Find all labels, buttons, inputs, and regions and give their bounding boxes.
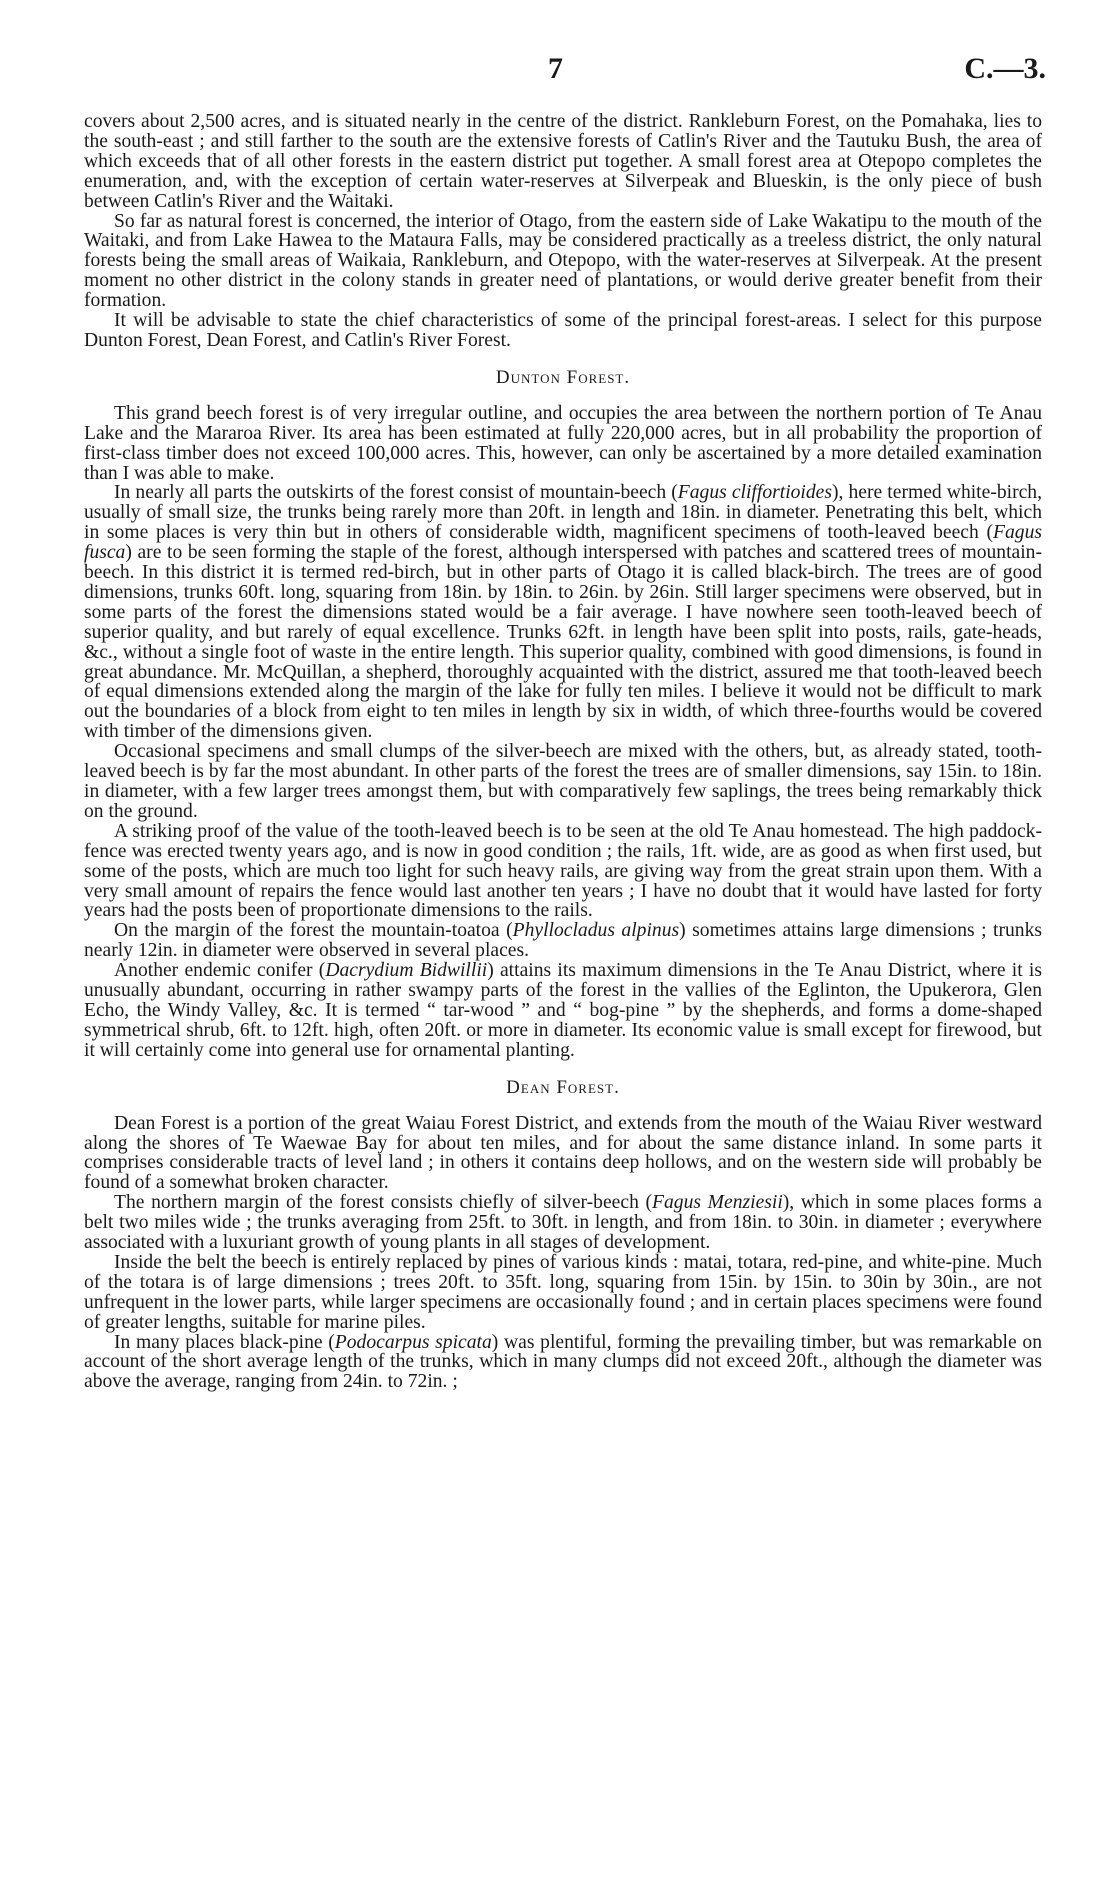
paragraph: Occasional specimens and small clumps of the silver-beech are mixed with the others, but, as already stated, tooth-leaved beech is by far the most abundant. In other parts of the forest the trees are of smaller dimensions, say 15in. to 18in. in diameter, with a few larger trees amongst them, but with comparatively few saplings, the trees being remarkably thick on the ground. bbox=[84, 741, 1042, 822]
paragraph: In many places black-pine (Podocarpus spicata) was plentiful, forming the prevailing timber, but was remarkable on account of the short average length of the trunks, which in many clumps did not exceed 20ft., although the diameter was above the average, ranging from 24in. to 72in. ; bbox=[84, 1331, 1042, 1393]
body-text bbox=[84, 112, 1042, 1392]
paragraph: The northern margin of the forest consists chiefly of silver-beech (Fagus Menziesii), which in some places forms a belt two miles wide ; the trunks averaging from 25ft. to 30ft. in length, and from 18in. to 30in. in diameter ; everywhere associated with a luxuriant growth of young plants in all stages of development. bbox=[84, 1192, 1042, 1254]
paragraph: covers about 2,500 acres, and is situated nearly in the centre of the district. Rankleburn Forest, on the Pomahaka, lies to the south-east ; and still farther to the south are the extensive forests of Catlin's River and the Tautuku Bush, the area of which exceeds that of all other forests in the eastern district put together. A small forest area at Otepopo completes the enumeration, and, with the exception of certain water-reserves at Silverpeak and Blueskin, is the only piece of bush between Catlin's River and the Waitaki. bbox=[84, 111, 1042, 212]
paragraph: It will be advisable to state the chief characteristics of some of the principal forest-areas. I select for this purpose Dunton Forest, Dean Forest, and Catlin's River Forest. bbox=[84, 310, 1042, 351]
paragraph: Another endemic conifer (Dacrydium Bidwillii) attains its maximum dimensions in the Te Anau District, where it is unusually abundant, occurring in rather swampy parts of the forest in the vallies of the Eglinton, the Upukerora, Glen Echo, the Windy Valley, &c. It is termed “ tar-wood ” and “ bog-pine ” by the shepherds, and forms a dome-shaped symmetrical shrub, 6ft. to 12ft. high, often 20ft. or more in diameter. Its economic value is small except for firewood, but it will certainly come into general use for ornamental planting. bbox=[84, 960, 1042, 1061]
section-heading-dean-forest: Dean Forest. bbox=[506, 1076, 620, 1098]
page-number: 7 bbox=[548, 52, 563, 85]
document-reference: C.—3. bbox=[964, 52, 1046, 85]
paragraph: This grand beech forest is of very irregular outline, and occupies the area between the northern portion of Te Anau Lake and the Mararoa River. Its area has been estimated at fully 220,000 acres, but in all probability the proportion of first-class timber does not exceed 100,000 acres. This, however, can only be ascertained by a more detailed examination than I was able to make. bbox=[84, 402, 1042, 484]
paragraph: A striking proof of the value of the tooth-leaved beech is to be seen at the old Te Anau homestead. The high paddock-fence was erected twenty years ago, and is now in good condition ; the rails, 1ft. wide, are as good as when first used, but some of the posts, which are much too light for such heavy rails, are giving way from the great strain upon them. With a very small amount of repairs the fence would last another ten years ; I have no doubt that it would have lasted for forty years had the posts been of proportionate dimensions to the rails. bbox=[84, 820, 1042, 922]
paragraph: In nearly all parts the outskirts of the forest consist of mountain-beech (Fagus cliffortioides), here termed white-birch, usually of small size, the trunks being rarely more than 20ft. in length and 18in. in diameter. Penetrating this belt, which in some places is very thin but in others of considerable width, magnificent specimens of tooth-leaved beech (Fagus fusca) are to be seen forming the staple of the forest, although interspersed with patches and scattered trees of mountain-beech. In this district it is termed red-birch, but in other parts of Otago it is called black-birch. The trees are of good dimensions, trunks 60ft. long, squaring from 18in. by 18in. to 26in. by 26in. Still larger specimens were observed, but in some parts of the forest the dimensions stated would be a fair average. I have nowhere seen tooth-leaved beech of superior quality, and but rarely of equal excellence. Trunks 62ft. in length have been split into posts, rails, gate-heads, &c., without a single foot of waste in the entire length. This superior quality, combined with good dimensions, is found in great abundance. Mr. McQuillan, a shepherd, thoroughly acquainted with the district, assured me that tooth-leaved beech of equal dimensions extended along the margin of the lake for fully ten miles. I believe it would not be difficult to mark out the boundaries of a block from eight to ten miles in length by six in width, of which three-fourths would be covered with timber of the dimensions given. bbox=[84, 482, 1043, 743]
paragraph: Dean Forest is a portion of the great Waiau Forest District, and extends from the mouth of the Waiau River westward along the shores of Te Waewae Bay for about ten miles, and for about the same distance inland. In some parts it comprises considerable tracts of level land ; in others it contains deep hollows, and on the western side will probably be found of a somewhat broken character. bbox=[84, 1112, 1042, 1194]
paragraph: On the margin of the forest the mountain-toatoa (Phyllocladus alpinus) sometimes attains large dimensions ; trunks nearly 12in. in diameter were observed in several places. bbox=[84, 920, 1043, 962]
section-heading-dunton-forest: Dunton Forest. bbox=[495, 366, 631, 388]
paragraph: So far as natural forest is concerned, the interior of Otago, from the eastern side of Lake Wakatipu to the mouth of the Waitaki, and from Lake Hawea to the Mataura Falls, may be considered practically as a treeless district, the only natural forests being the small areas of Waikaia, Rankleburn, and Otepopo, with the water-reserves at Silverpeak. At the present moment no other district in the colony stands in greater need of plantations, or would derive greater benefit from their formation. bbox=[84, 210, 1042, 312]
paragraph: Inside the belt the beech is entirely replaced by pines of various kinds : matai, totara, red-pine, and white-pine. Much of the totara is of large dimensions ; trees 20ft. to 35ft. long, squaring from 15in. by 15in. to 30in by 30in., are not unfrequent in the lower parts, while larger specimens are occasionally found ; and in certain places specimens were found of greater lengths, suitable for marine piles. bbox=[84, 1251, 1042, 1333]
